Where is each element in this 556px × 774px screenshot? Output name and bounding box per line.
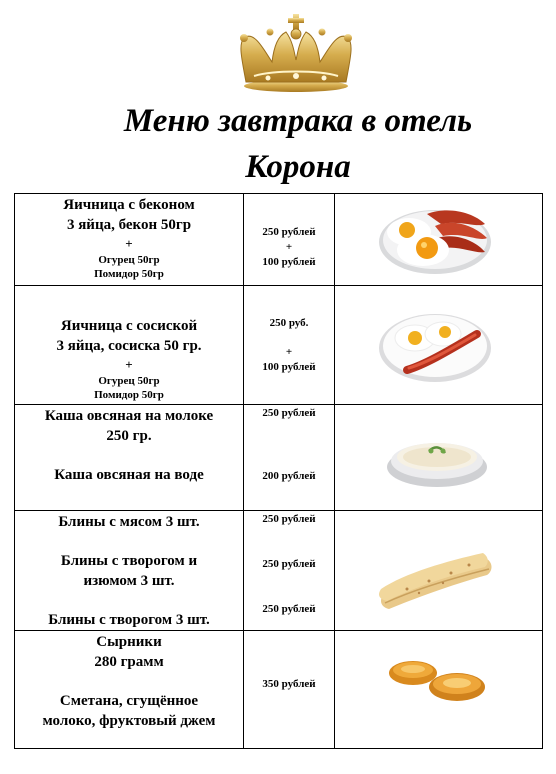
image-cell bbox=[335, 194, 543, 286]
table-row bbox=[15, 194, 543, 286]
price-value: 250 рублей bbox=[262, 603, 316, 615]
dish-name: Каша овсяная на молоке bbox=[44, 408, 214, 424]
dish-cell bbox=[15, 194, 244, 286]
price-value: 350 рублей bbox=[262, 678, 316, 690]
price-cell bbox=[244, 194, 335, 286]
dish-plus: + bbox=[125, 357, 133, 372]
dish-cell bbox=[15, 405, 244, 511]
dish-side: Помидор 50гр bbox=[94, 268, 164, 280]
dish-side: Огурец 50гр bbox=[98, 254, 160, 266]
page-title: Меню завтрака в отель Корона bbox=[123, 103, 473, 185]
breakfast-menu-table bbox=[14, 193, 543, 749]
table-row bbox=[15, 511, 543, 631]
price-value: 250 рублей bbox=[262, 407, 316, 419]
image-cell bbox=[335, 405, 543, 511]
price-value: 200 рублей bbox=[262, 470, 316, 482]
dish-name: Блины с творогом 3 шт. bbox=[48, 612, 210, 628]
price-cell bbox=[244, 511, 335, 631]
table-row bbox=[15, 286, 543, 405]
dish-side: Сметана, сгущённое bbox=[59, 693, 199, 709]
dish-plus: + bbox=[125, 236, 133, 251]
dish-name: Яичница с беконом bbox=[63, 197, 195, 213]
dish-name: Яичница с сосиской bbox=[60, 318, 198, 334]
dish-name: Каша овсяная на воде bbox=[54, 467, 204, 483]
dish-cell bbox=[15, 631, 244, 749]
dish-name: Блины с творогом и bbox=[60, 553, 198, 569]
dish-side: Огурец 50гр bbox=[98, 375, 160, 387]
table-row bbox=[15, 631, 543, 749]
image-cell bbox=[335, 286, 543, 405]
fried-eggs-bacon-image bbox=[377, 202, 493, 276]
price-cell bbox=[244, 631, 335, 749]
dish-portion: 250 гр. bbox=[106, 428, 152, 444]
dish-name: изюмом 3 шт. bbox=[83, 573, 175, 589]
dish-name: Сырники bbox=[96, 634, 162, 650]
pancakes-image bbox=[377, 549, 495, 617]
dish-cell bbox=[15, 286, 244, 405]
syrniki-image bbox=[385, 657, 489, 705]
oatmeal-bowl-image bbox=[385, 427, 489, 489]
price-value: 250 рублей bbox=[262, 226, 316, 238]
price-value: 100 рублей bbox=[262, 361, 316, 373]
image-cell bbox=[335, 631, 543, 749]
price-value: 250 рублей bbox=[262, 558, 316, 570]
price-cell bbox=[244, 286, 335, 405]
price-value: 100 рублей bbox=[262, 256, 316, 268]
dish-portion: 280 грамм bbox=[94, 654, 164, 670]
dish-portion: 3 яйца, сосиска 50 гр. bbox=[56, 338, 202, 354]
crown-logo-icon bbox=[234, 10, 358, 94]
dish-name: Блины с мясом 3 шт. bbox=[58, 514, 200, 530]
table-row bbox=[15, 405, 543, 511]
price-value: 250 рублей bbox=[262, 513, 316, 525]
fried-eggs-sausage-image bbox=[377, 308, 493, 386]
image-cell bbox=[335, 511, 543, 631]
dish-cell bbox=[15, 511, 244, 631]
price-value: 250 руб. bbox=[269, 317, 309, 329]
dish-side: молоко, фруктовый джем bbox=[42, 713, 216, 729]
dish-portion: 3 яйца, бекон 50гр bbox=[66, 217, 192, 233]
price-cell bbox=[244, 405, 335, 511]
price-plus: + bbox=[285, 346, 293, 358]
price-plus: + bbox=[285, 241, 293, 253]
dish-side: Помидор 50гр bbox=[94, 389, 164, 401]
